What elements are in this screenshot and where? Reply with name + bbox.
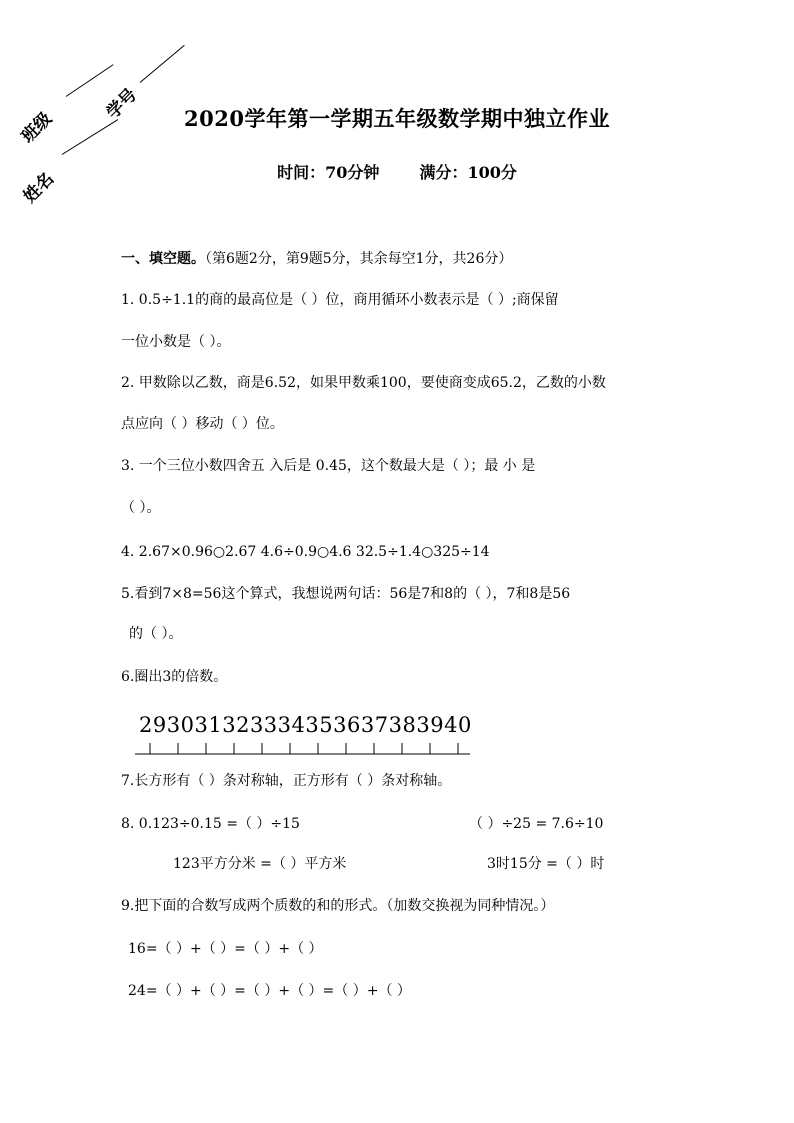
question-1-line-2: 一位小数是（ ）。 — [121, 334, 231, 350]
section-heading — [121, 248, 512, 268]
class-blank-line[interactable] — [66, 64, 114, 97]
question-8-line-2-right: 3时15分 =（ ）时 — [487, 856, 605, 872]
number-30[interactable]: 30 — [166, 713, 195, 737]
number-37[interactable]: 37 — [360, 713, 389, 737]
question-4: 4. 2.67×0.96○2.67 4.6÷0.9○4.6 32.5÷1.4○325÷14 — [121, 544, 490, 560]
number-31[interactable]: 31 — [194, 713, 223, 737]
question-8-line-1-right: （ ）÷25 = 7.6÷10 — [469, 816, 604, 832]
question-3-line-1: 3. 一个三位小数四舍五 入后是 0.45，这个数最大是（ ）；最 小 是 — [121, 458, 536, 474]
question-8-line-2-left: 123平方分米 =（ ）平方米 — [173, 856, 347, 872]
number-39[interactable]: 39 — [416, 713, 445, 737]
question-6: 6.圈出3的倍数。 — [121, 669, 228, 685]
class-label: 班级 — [17, 108, 57, 147]
question-5-line-1: 5.看到7×8=56这个算式，我想说两句话：56是7和8的（ ），7和8是56 — [121, 586, 571, 602]
question-9: 9.把下面的合数写成两个质数的和的形式。（加数交换视为同种情况。） — [121, 898, 555, 914]
number-38[interactable]: 38 — [388, 713, 417, 737]
number-line — [130, 740, 480, 760]
question-2-line-2: 点应向（ ）移动（ ）位。 — [121, 416, 284, 432]
question-9-line-1: 16=（ ）+（ ）=（ ）+（ ） — [128, 941, 323, 957]
student-no-blank-line[interactable] — [140, 45, 185, 83]
number-33[interactable]: 33 — [249, 713, 278, 737]
question-1-line-1: 1. 0.5÷1.1的商的最高位是（ ）位，商用循环小数表示是（ ）;商保留 — [121, 292, 559, 308]
number-32[interactable]: 32 — [222, 713, 250, 737]
number-row — [139, 713, 472, 737]
question-8-line-1-left: 8. 0.123÷0.15 =（ ）÷15 — [121, 816, 300, 832]
number-29[interactable]: 29 — [139, 713, 167, 737]
number-34[interactable]: 34 — [277, 713, 306, 737]
number-36[interactable]: 36 — [333, 713, 361, 737]
question-9-line-2: 24=（ ）+（ ）=（ ）+（ ）=（ ）+（ ） — [128, 983, 411, 999]
question-3-line-2: （ ）。 — [121, 500, 161, 516]
page-title: 2020学年第一学期五年级数学期中独立作业 — [184, 106, 610, 131]
student-no-label: 学号 — [102, 84, 142, 123]
question-7: 7.长方形有（ ）条对称轴，正方形有（ ）条对称轴。 — [121, 773, 452, 789]
question-5-line-2: 的（ ）。 — [129, 626, 183, 642]
section-note: （第6题2分，第9题5分，其余每空1分，共26分） — [205, 251, 513, 267]
time-limit: 时间：70分钟 — [277, 163, 380, 182]
number-40[interactable]: 40 — [444, 713, 472, 737]
section-title: 一、填空题。 — [121, 251, 205, 267]
question-2-line-1: 2. 甲数除以乙数，商是6.52，如果甲数乘100，要使商变成65.2，乙数的小数 — [121, 375, 606, 391]
exam-info — [0, 160, 794, 183]
number-35[interactable]: 35 — [305, 713, 334, 737]
name-label: 姓名 — [19, 168, 59, 207]
full-score: 满分：100分 — [419, 163, 517, 182]
